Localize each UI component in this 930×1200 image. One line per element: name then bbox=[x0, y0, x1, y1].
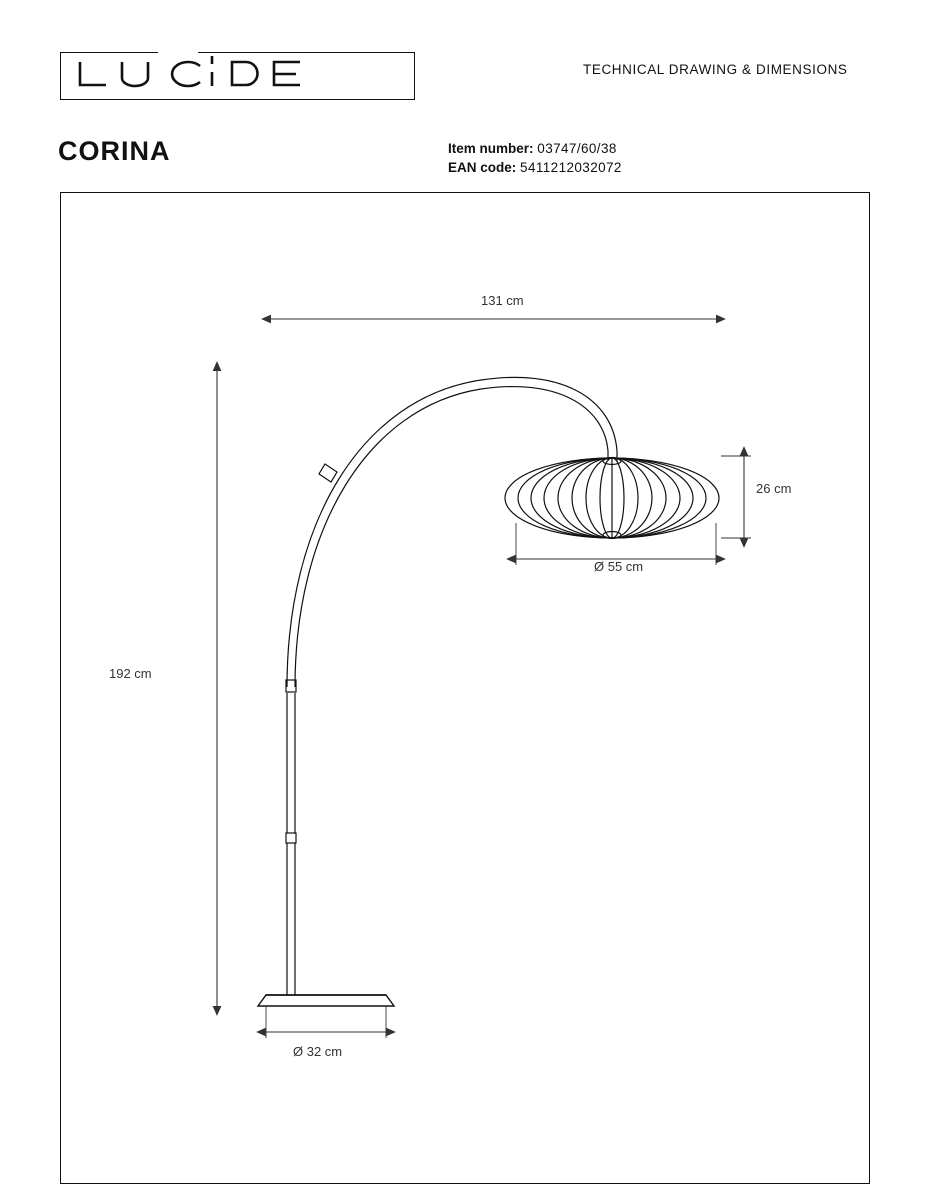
page-title: CORINA bbox=[58, 136, 171, 166]
item-number-value: 03747/60/38 bbox=[537, 141, 617, 156]
lucide-logo bbox=[60, 52, 415, 100]
ean-value: 5411212032072 bbox=[520, 160, 622, 175]
technical-drawing bbox=[61, 193, 871, 1185]
ean-row bbox=[448, 158, 622, 177]
lamp-pole bbox=[286, 680, 296, 995]
lamp-illustration bbox=[258, 377, 719, 1006]
item-number-label: Item number: bbox=[448, 141, 534, 156]
lamp-shade bbox=[505, 458, 719, 539]
dim-label-base-diameter: Ø 32 cm bbox=[293, 1044, 343, 1059]
dim-label-height: 192 cm bbox=[109, 666, 152, 681]
page-header bbox=[0, 52, 930, 102]
dim-label-shade-diameter: Ø 55 cm bbox=[594, 559, 644, 574]
lamp-base bbox=[258, 995, 394, 1006]
product-meta bbox=[448, 139, 622, 177]
item-number-row bbox=[448, 139, 622, 158]
drawing-frame bbox=[60, 192, 870, 1184]
ean-label: EAN code: bbox=[448, 160, 517, 175]
lamp-arc bbox=[287, 377, 617, 687]
dim-label-width: 131 cm bbox=[481, 293, 524, 308]
header-title: TECHNICAL DRAWING & DIMENSIONS bbox=[583, 62, 848, 77]
dim-label-shade-height: 26 cm bbox=[756, 481, 792, 496]
